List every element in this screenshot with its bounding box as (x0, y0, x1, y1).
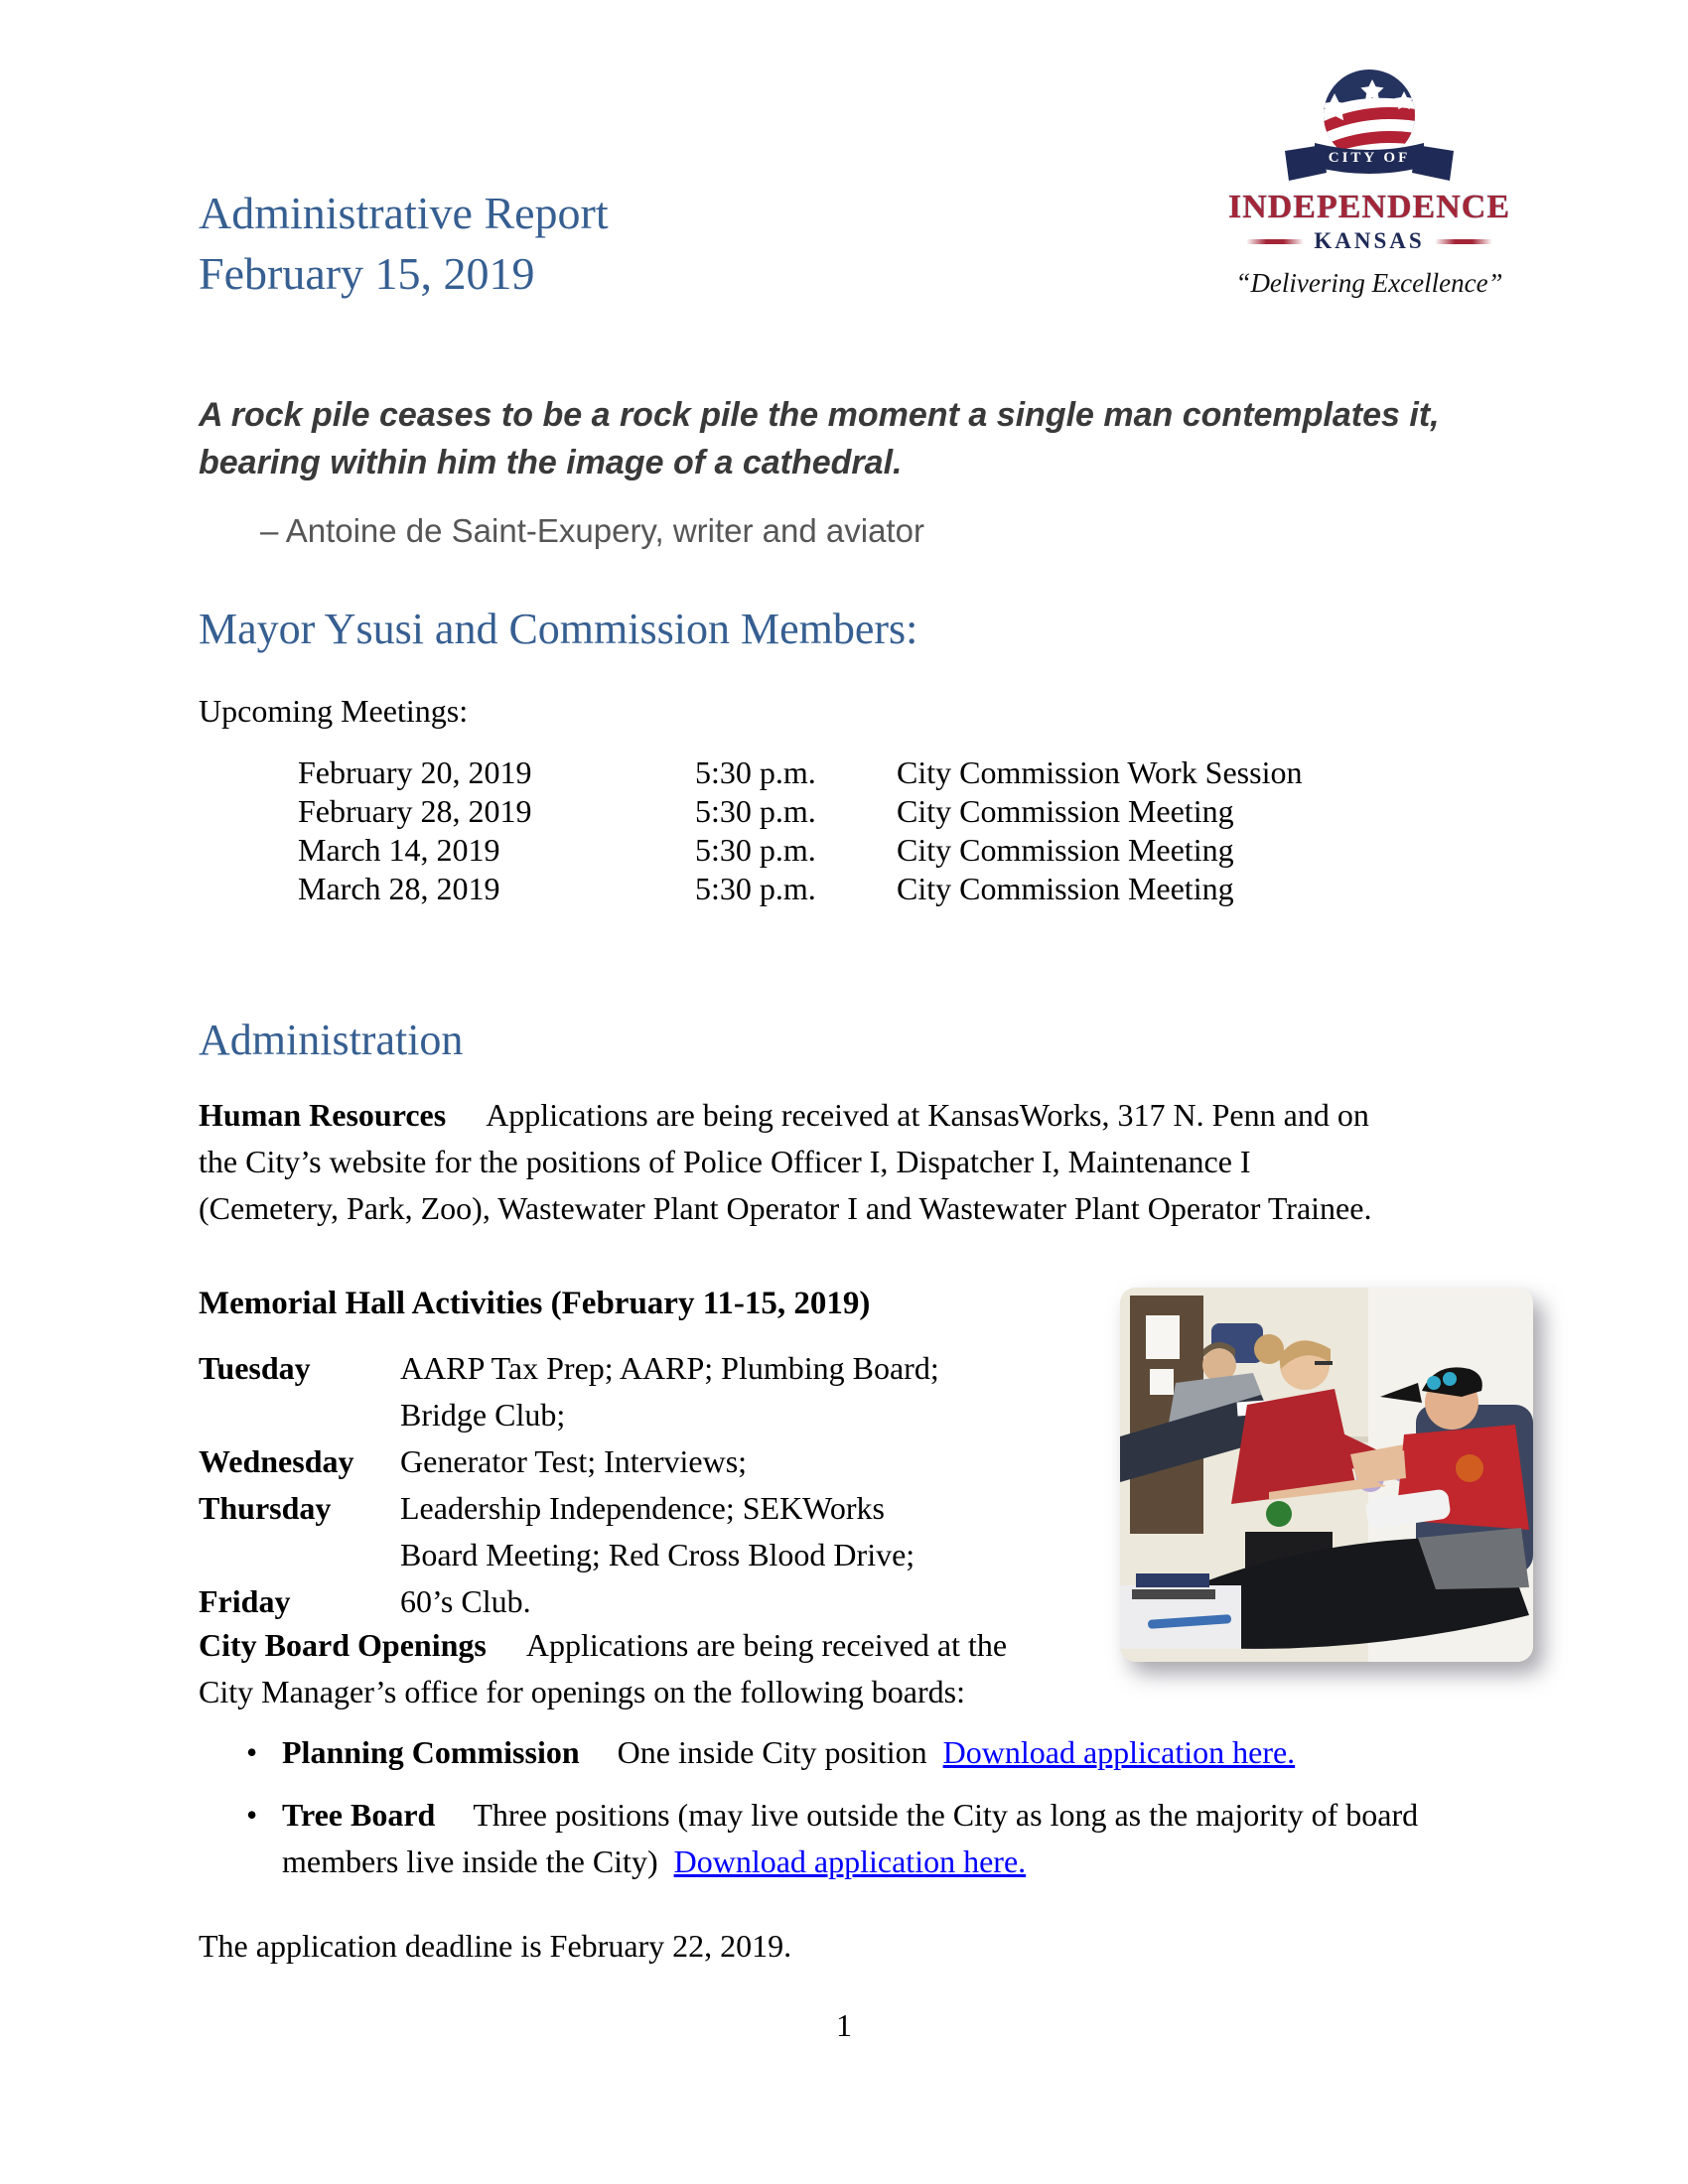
meeting-event: City Commission Meeting (897, 871, 1234, 906)
board-item-tree-board (246, 1792, 1488, 1885)
city-board-openings-text: Applications are being received at the City Manager’s office for openings on the following boards: (199, 1627, 1008, 1709)
board-item-planning-commission (246, 1729, 1488, 1776)
upcoming-meetings-label: Upcoming Meetings: (199, 693, 469, 729)
administration-section (199, 1013, 1499, 1232)
administration-heading: Administration (199, 1016, 464, 1064)
document-title-line1: Administrative Report (199, 188, 609, 238)
meeting-time: 5:30 p.m. (695, 871, 816, 906)
memorial-hall-schedule (199, 1345, 1152, 1625)
meeting-date: February 20, 2019 (298, 754, 532, 790)
meeting-row (298, 753, 1489, 792)
meeting-event: City Commission Meeting (897, 832, 1234, 868)
board-openings-list (199, 1729, 1489, 1885)
human-resources-text: Applications are being received at KansasWorks, 317 N. Penn and on the City’s website for the positions of Police Officer I, Dispatcher I, Maintenance I (Cemetery, Park, Zoo), Wastewater Plant Operator I and Wastewater Plant Operator Trainee. (199, 1097, 1372, 1226)
logo-dash-right-icon (1435, 239, 1492, 244)
quote-block (199, 391, 1499, 550)
meeting-event: City Commission Meeting (897, 793, 1234, 829)
city-board-openings-label: City Board Openings (199, 1627, 487, 1663)
schedule-day: Wednesday (199, 1443, 354, 1479)
schedule-activities: 60’s Club. (400, 1583, 531, 1619)
human-resources-label: Human Resources (199, 1097, 447, 1133)
mayor-section-heading: Mayor Ysusi and Commission Members: (199, 605, 918, 653)
blood-drive-photo (1120, 1288, 1533, 1662)
meeting-row (298, 831, 1489, 870)
meeting-row (298, 792, 1489, 831)
document-title-line2: February 15, 2019 (199, 248, 535, 299)
schedule-row (199, 1345, 1152, 1438)
schedule-row (199, 1578, 1152, 1625)
board-details: One inside City position (617, 1734, 927, 1770)
board-name: Tree Board (282, 1797, 436, 1833)
page-number: 1 (836, 2007, 852, 2043)
meeting-time: 5:30 p.m. (695, 832, 816, 868)
quote-attribution: – Antoine de Saint-Exupery, writer and aviator (260, 512, 924, 549)
svg-text:CITY OF: CITY OF (1328, 150, 1411, 166)
city-logo-state: KANSAS (1314, 228, 1425, 253)
city-logo-name: INDEPENDENCE (1227, 189, 1511, 225)
city-logo-tagline: “Delivering Excellence” (1235, 268, 1503, 298)
meeting-date: March 28, 2019 (298, 871, 500, 906)
meetings-table (298, 753, 1489, 908)
mayor-section (199, 602, 1489, 908)
blood-drive-photo-art (1120, 1288, 1533, 1662)
meeting-date: February 28, 2019 (298, 793, 532, 829)
human-resources-paragraph (199, 1092, 1380, 1232)
memorial-hall-section (199, 1282, 1152, 1625)
city-logo-globe-icon (1245, 66, 1493, 187)
schedule-day: Thursday (199, 1490, 332, 1526)
schedule-activities: Leadership Independence; SEKWorks Board Meeting; Red Cross Blood Drive; (400, 1490, 915, 1572)
meeting-row (298, 870, 1489, 908)
meeting-time: 5:30 p.m. (695, 793, 816, 829)
application-deadline: The application deadline is February 22, 2019. (199, 1928, 792, 1964)
board-name: Planning Commission (282, 1734, 580, 1770)
download-application-link[interactable]: Download application here. (942, 1734, 1296, 1770)
meeting-date: March 14, 2019 (298, 832, 500, 868)
schedule-day: Friday (199, 1583, 291, 1619)
schedule-activities: AARP Tax Prep; AARP; Plumbing Board; Bridge Club; (400, 1350, 939, 1433)
board-details: Three positions (may live outside the City as long as the majority of board members live inside the City) (282, 1797, 1419, 1879)
schedule-row (199, 1438, 1152, 1485)
schedule-activities: Generator Test; Interviews; (400, 1443, 748, 1479)
city-board-openings-section (199, 1622, 1489, 1901)
city-logo (1225, 66, 1513, 299)
schedule-row (199, 1485, 1152, 1578)
download-application-link[interactable]: Download application here. (673, 1843, 1027, 1879)
schedule-day: Tuesday (199, 1350, 311, 1386)
memorial-hall-heading: Memorial Hall Activities (February 11-15, 2019) (199, 1286, 871, 1321)
quote-text: A rock pile ceases to be a rock pile the moment a single man contemplates it, bearing within him the image of a cathedral. (199, 396, 1440, 481)
meeting-event: City Commission Work Session (897, 754, 1303, 790)
city-board-openings-paragraph (199, 1622, 1048, 1715)
logo-dash-left-icon (1246, 239, 1304, 244)
document-title (199, 183, 609, 304)
meeting-time: 5:30 p.m. (695, 754, 816, 790)
